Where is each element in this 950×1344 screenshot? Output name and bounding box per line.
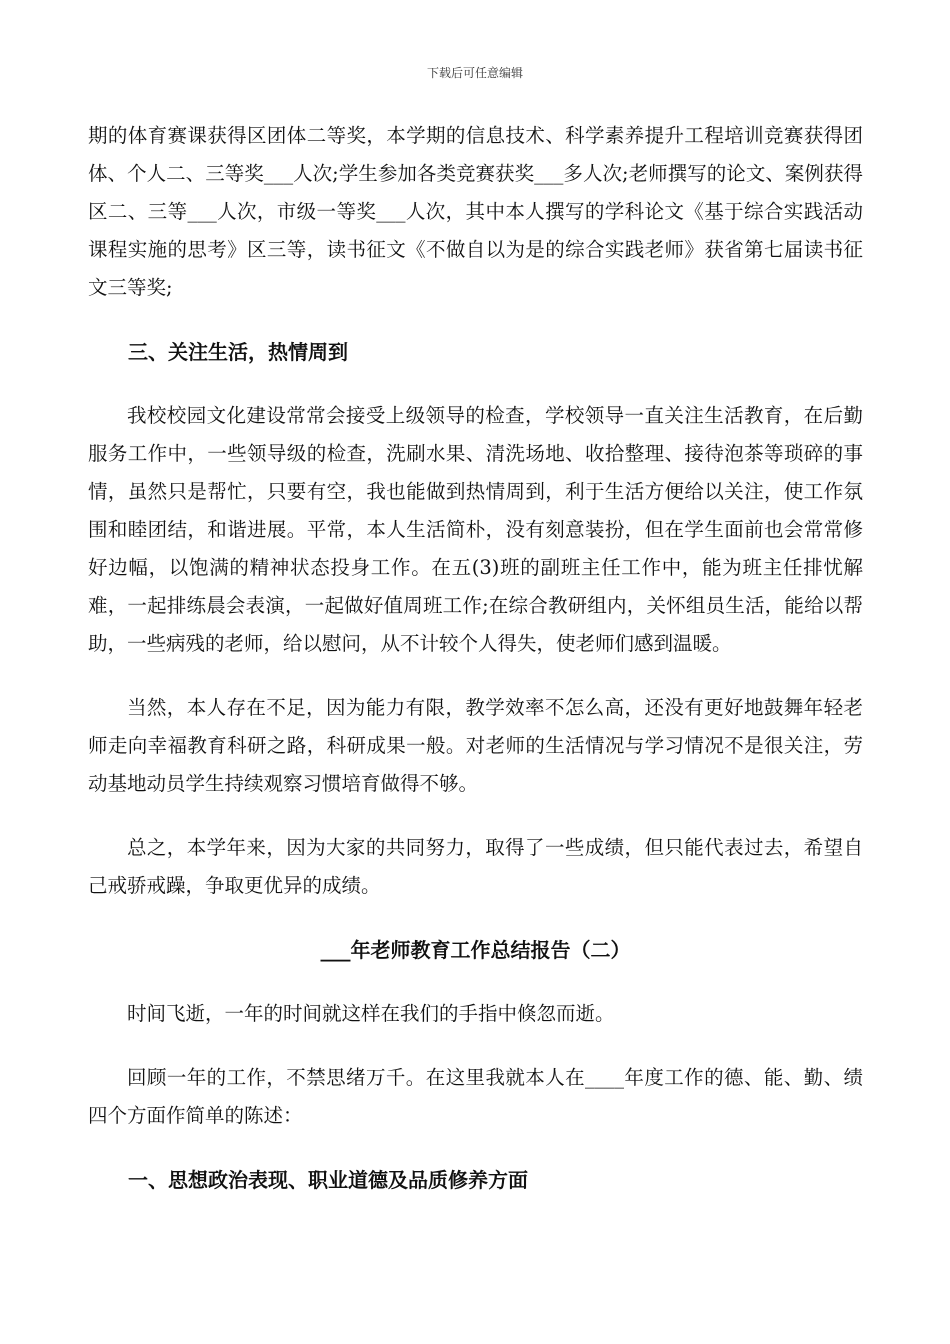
paragraph-time-flies: 时间飞逝，一年的时间就这样在我们的手指中倏忽而逝。: [127, 1002, 615, 1025]
paragraph-review: 回顾一年的工作，不禁思绪万千。在这里我就本人在____年度工作的德、能、勤、绩四个方面作简单的陈述：: [88, 1066, 863, 1127]
paragraph-life-service: 我校校园文化建设常常会接受上级领导的检查，学校领导一直关注生活教育，在后勤服务工作中，一些领导级的检查，洗刷水果、清洗场地、收拾整理、接待泡茶等琐碎的事情，虽然只是帮忙，只要有空，我也能做到热情周到，利于生活方便给以关注，使工作氛围和睦团结，和谐进展。平常，本人生活简朴，没有刻意装扮，但在学生面前也会常常修好边幅，以饱满的精神状态投身工作。在五(3)班的副班主任工作中，能为班主任排忧解难，一起排练晨会表演，一起做好值周班工作;在综合教研组内，关怀组员生活，能给以帮助，一些病残的老师，给以慰问，从不计较个人得失，使老师们感到温暖。: [88, 404, 863, 655]
document-body: [88, 117, 863, 1199]
paragraph-conclusion: 总之，本学年来，因为大家的共同努力，取得了一些成绩，但只能代表过去，希望自己戒骄戒躁，争取更优异的成绩。: [88, 836, 863, 897]
section-heading-life: 三、关注生活，热情周到: [128, 340, 348, 364]
paragraph-shortcomings: 当然，本人存在不足，因为能力有限，教学效率不怎么高，还没有更好地鼓舞年轻老师走向幸福教育科研之路，科研成果一般。对老师的生活情况与学习情况不是很关注，劳动基地动员学生持续观察习惯培育做得不够。: [88, 696, 863, 795]
section-heading-political: 一、思想政治表现、职业道德及品质修养方面: [128, 1168, 528, 1192]
paragraph-awards: 期的体育赛课获得区团体二等奖，本学期的信息技术、科学素养提升工程培训竞赛获得团体、个人二、三等奖___人次;学生参加各类竞赛获奖___多人次;老师撰写的论文、案例获得区二、三等___人次，市级一等奖___人次，其中本人撰写的学科论文《基于综合实践活动课程实施的思考》区三等，读书征文《不做自以为是的综合实践老师》获省第七届读书征文三等奖;: [88, 124, 863, 299]
report-title-two: ___年老师教育工作总结报告（二）: [320, 938, 631, 962]
page-header-caption: 下载后可任意编辑: [426, 66, 523, 80]
